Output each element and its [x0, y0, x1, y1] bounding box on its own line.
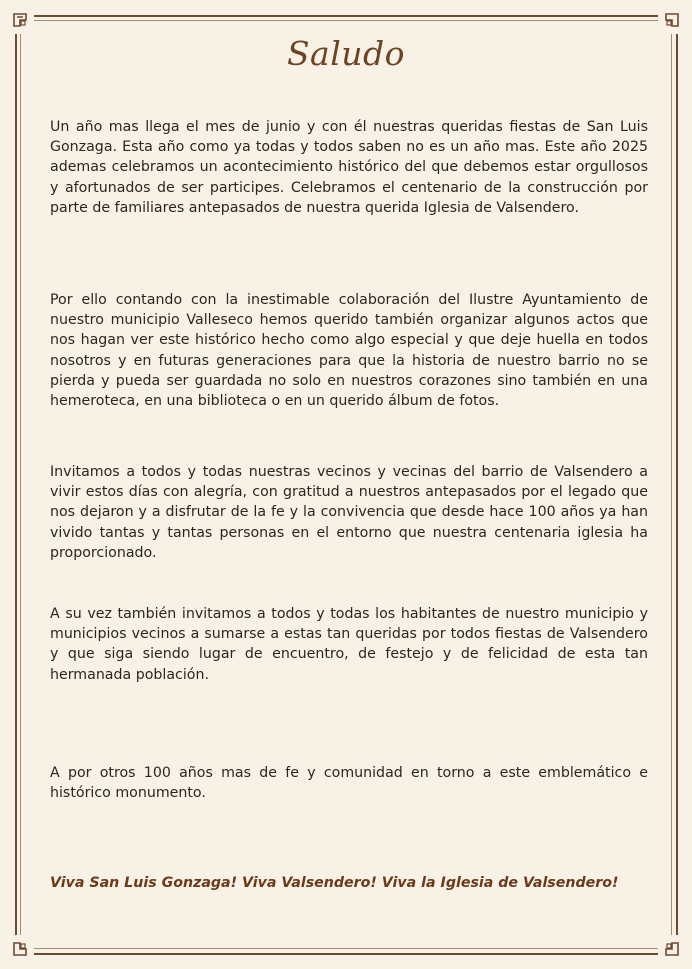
corner-ornament-bottom-left-icon [12, 935, 34, 957]
closing-line: Viva San Luis Gonzaga! Viva Valsendero! Viva la Iglesia de Valsendero! [50, 875, 619, 891]
paragraph: A por otros 100 años mas de fe y comunidad en torno a este emblemático e histórico monumento. [50, 765, 648, 802]
page-title: Saludo [286, 34, 406, 73]
corner-ornament-top-left-icon [12, 12, 34, 34]
frame-right-line [676, 34, 678, 935]
corner-ornament-top-right-icon [658, 12, 680, 34]
frame-bottom-inner-line [34, 948, 658, 949]
paragraph: Invitamos a todos y todas nuestras vecinos y vecinas del barrio de Valsendero a vivir estos días con alegría, con gratitud a nuestros antepasados por el legado que nos dejaron y a disfrutar de la fe y la convivencia que desde hace 100 años ya han vivido tantas y tantas personas en el entorno que nuestra centenaria iglesia ha proporcionado. [50, 464, 648, 561]
frame-left-line [15, 34, 17, 935]
frame-left-inner-line [20, 34, 21, 935]
paragraph: Un año mas llega el mes de junio y con él nuestras queridas fiestas de San Luis Gonzaga. Esta año como ya todas y todos saben no es un año mas. Este año 2025 ademas celebramos un acontecimiento histórico del que debemos estar orgullosos y afortunados de ser participes. Celebramos el centenario de la construcción por parte de familiares antepasados de nuestra querida Iglesia de Valsendero. [50, 119, 648, 216]
frame-top-inner-line [34, 20, 658, 21]
frame-top-line [34, 15, 658, 17]
paragraph: Por ello contando con la inestimable colaboración del Ilustre Ayuntamiento de nuestro municipio Valleseco hemos querido también organizar algunos actos que nos hagan ver este histórico hecho como algo especial y que deje huella en todos nosotros y en futuras generaciones para que la historia de nuestro barrio no se pierda y pueda ser guardada no solo en nuestros corazones sino también en una hemeroteca, en una biblioteca o en un querido álbum de fotos. [50, 292, 648, 410]
frame-right-inner-line [671, 34, 672, 935]
paragraph: A su vez también invitamos a todos y todas los habitantes de nuestro municipio y municipios vecinos a sumarse a estas tan queridas por todos fiestas de Valsendero y que siga siendo lugar de encuentro, de festejo y de felicidad de esta tan hermanada población. [50, 606, 648, 683]
frame-bottom-line [34, 953, 658, 955]
corner-ornament-bottom-right-icon [658, 935, 680, 957]
